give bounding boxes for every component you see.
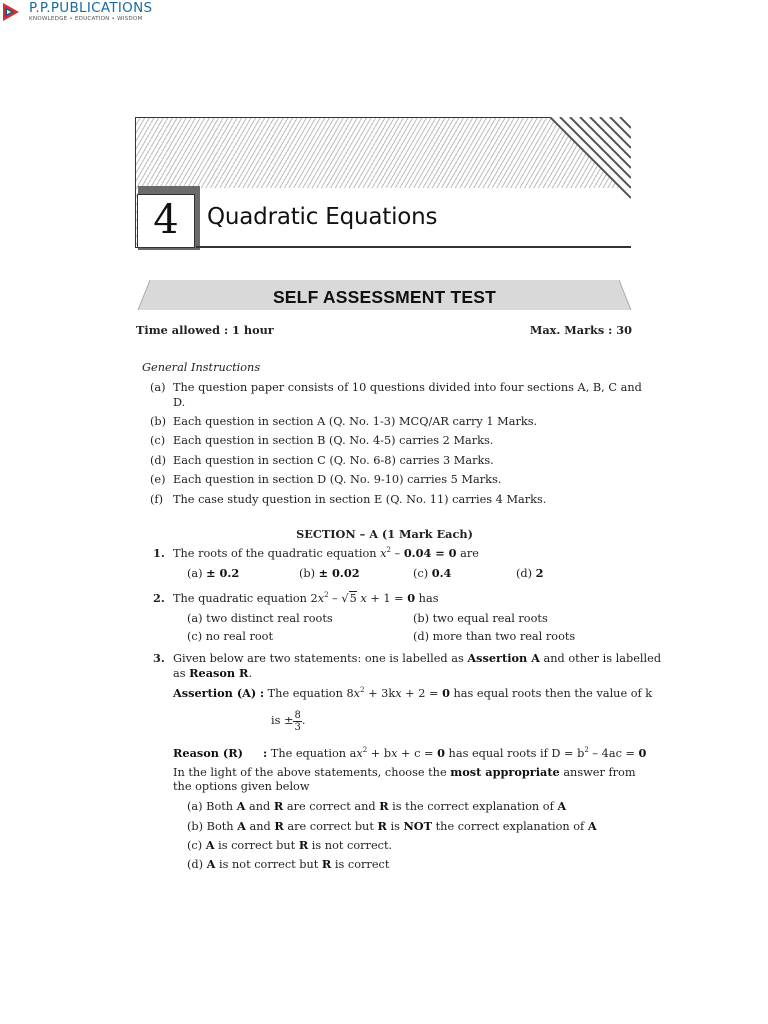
- instruction-label: (b): [150, 415, 167, 428]
- question-3-followup-line2: the options given below: [173, 780, 310, 793]
- time-allowed: Time allowed : 1 hour: [136, 323, 274, 337]
- instruction-text: The case study question in section E (Q. No. 11) carries 4 Marks.: [173, 493, 547, 506]
- q1-option-b[interactable]: (b) ± 0.02: [299, 566, 360, 580]
- q2-option-c[interactable]: (c) no real root: [187, 630, 273, 643]
- question-number: 1.: [153, 546, 165, 560]
- q3-option-c[interactable]: (c) A is correct but R is not correct.: [187, 838, 393, 852]
- publisher-tagline: KNOWLEDGE • EDUCATION • WISDOM: [29, 16, 143, 22]
- max-marks: Max. Marks : 30: [529, 323, 632, 337]
- chapter-number: 4: [137, 194, 195, 248]
- instruction-label: (c): [150, 434, 166, 447]
- instruction-label: (e): [150, 473, 166, 486]
- instruction-text: D.: [173, 396, 186, 409]
- instruction-text: The question paper consists of 10 questions divided into four sections A, B, C and: [173, 381, 642, 394]
- banner-corner-stripes-icon: [540, 117, 631, 208]
- instruction-text: Each question in section C (Q. No. 6-8) carries 3 Marks.: [173, 454, 494, 467]
- q2-option-a[interactable]: (a) two distinct real roots: [187, 612, 333, 625]
- q3-option-d[interactable]: (d) A is not correct but R is correct: [187, 857, 390, 871]
- section-a-heading: SECTION – A (1 Mark Each): [296, 527, 473, 541]
- chapter-title: Quadratic Equations: [207, 204, 438, 230]
- assertion-value: is ± $\frac{8}{3}$ .: [271, 709, 306, 733]
- question-3-followup: In the light of the above statements, choose the most appropriate answer from: [173, 765, 636, 779]
- question-3-intro: Given below are two statements: one is labelled as Assertion A and other is labelled: [173, 651, 662, 665]
- question-2-text: The quadratic equation $2x^2 - √5$ x + 1 = 0 has: [173, 591, 439, 605]
- instruction-text: Each question in section D (Q. No. 9-10) carries 5 Marks.: [173, 473, 502, 486]
- q1-option-c[interactable]: (c) 0.4: [413, 566, 452, 580]
- q3-option-b[interactable]: (b) Both A and R are correct but R is NOT the correct explanation of A: [187, 819, 597, 833]
- q3-option-a[interactable]: (a) Both A and R are correct and R is the correct explanation of A: [187, 799, 567, 813]
- q1-option-d[interactable]: (d) 2: [516, 566, 544, 580]
- question-number: 2.: [153, 591, 165, 605]
- publisher-name: P.P.PUBLICATIONS: [29, 0, 153, 16]
- reason-statement: Reason (R) : The equation $ax^2$ + bx + c = 0 has equal roots if $D = b^2 - 4ac = 0$: [173, 746, 647, 760]
- q2-option-b[interactable]: (b) two equal real roots: [413, 612, 548, 625]
- instruction-text: Each question in section A (Q. No. 1-3) MCQ/AR carry 1 Marks.: [173, 415, 538, 428]
- instruction-label: (a): [150, 381, 166, 394]
- instruction-text: Each question in section B (Q. No. 4-5) carries 2 Marks.: [173, 434, 494, 447]
- test-title: SELF ASSESSMENT TEST: [272, 287, 497, 307]
- assertion-statement: Assertion (A) : The equation $8x^2 + 3kx + 2 = 0$ has equal roots then the value of k: [173, 686, 653, 700]
- banner-bottom-rule: [196, 246, 631, 248]
- instruction-label: (d): [150, 454, 167, 467]
- q2-option-d[interactable]: (d) more than two real roots: [413, 630, 576, 643]
- question-3-intro-line2: as Reason R.: [173, 666, 253, 680]
- fraction: $\frac{8}{3}$: [294, 709, 301, 733]
- q1-option-a[interactable]: (a) ± 0.2: [187, 566, 240, 580]
- instructions-heading: General Instructions: [142, 361, 261, 374]
- question-number: 3.: [153, 651, 165, 665]
- instruction-label: (f): [150, 493, 163, 506]
- publisher-logo-icon: [2, 2, 20, 22]
- question-1-text: The roots of the quadratic equation $x^2 - 0.04 = 0$ are: [173, 546, 479, 560]
